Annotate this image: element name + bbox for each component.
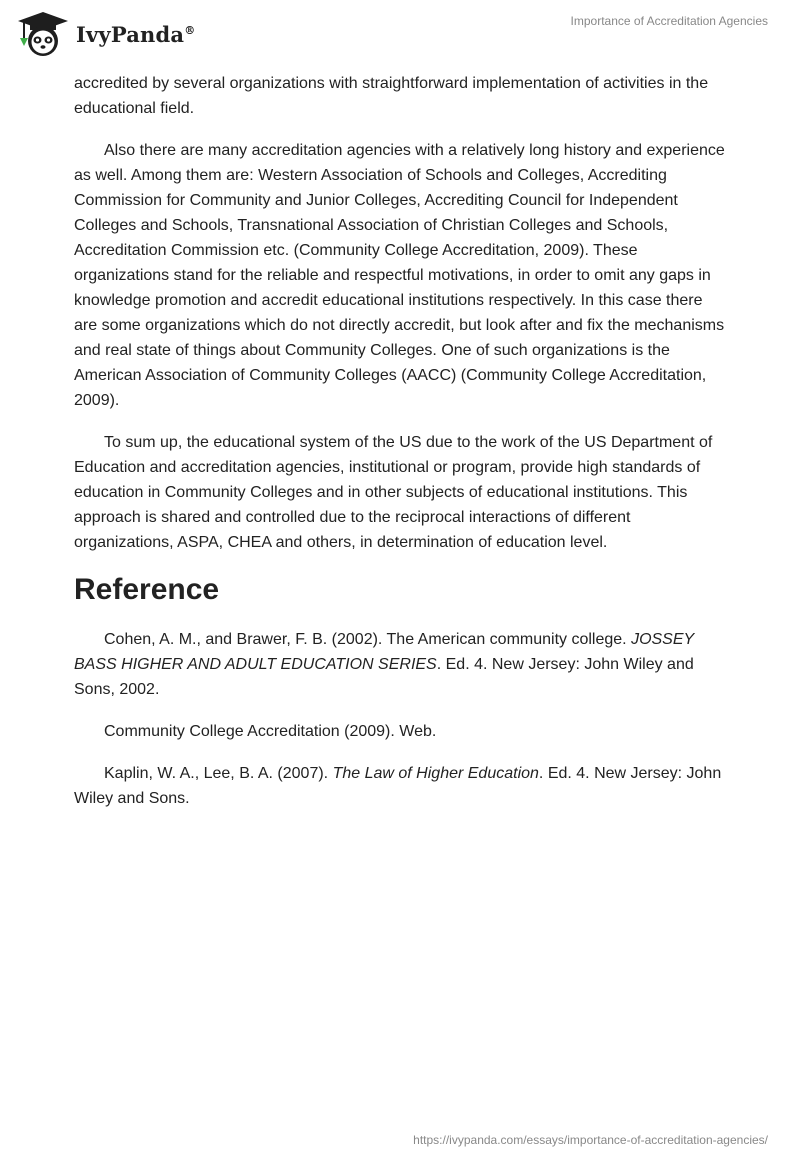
brand-name: IvyPanda®	[76, 21, 196, 47]
document-title: Importance of Accreditation Agencies	[570, 14, 768, 28]
essay-body	[74, 71, 729, 828]
paragraph-conclusion: To sum up, the educational system of the US due to the work of the US Department of Education and accreditation agencies, institutional or program, provide high standards of education in Community Colleges and in other subjects of educational institutions. This approach is shared and controlled due to the reciprocal interactions of different organizations, ASPA, CHEA and others, in determination of education level.	[74, 434, 713, 551]
reference-entry-1: Cohen, A. M., and Brawer, F. B. (2002). The American community college. JOSSEY BASS HIGHER AND ADULT EDUCATION SERIES. Ed. 4. New Jersey: John Wiley and Sons, 2002.	[74, 631, 694, 698]
panda-graduate-icon	[16, 10, 70, 58]
page-header	[0, 0, 800, 70]
paragraph-continued: accredited by several organizations with straightforward implementation of activities in the educational field.	[74, 75, 709, 117]
reference-entry-2: Community College Accreditation (2009). Web.	[104, 723, 437, 740]
ivypanda-logo[interactable]	[16, 10, 195, 58]
reference-entry-3: Kaplin, W. A., Lee, B. A. (2007). The Law of Higher Education. Ed. 4. New Jersey: John Wiley and Sons.	[74, 765, 722, 807]
source-url[interactable]: https://ivypanda.com/essays/importance-of-accreditation-agencies/	[413, 1133, 768, 1147]
reference-heading: Reference	[74, 573, 220, 606]
paragraph-agencies: Also there are many accreditation agencies with a relatively long history and experience as well. Among them are: Western Association of Schools and Colleges, Accrediting Commission for Community and Junior Colleges, Accrediting Council for Independent Colleges and Schools, Transnational Association of Christian Colleges and Schools, Accreditation Commission etc. (Community College Accreditation, 2009). These organizations stand for the reliable and respectful motivations, in order to omit any gaps in knowledge promotion and accredit educational institutions respectively. In this case there are some organizations which do not directly accredit, but look after and fix the mechanisms and real state of things about Community Colleges. One of such organizations is the American Association of Community Colleges (AACC) (Community College Accreditation, 2009).	[74, 142, 725, 409]
